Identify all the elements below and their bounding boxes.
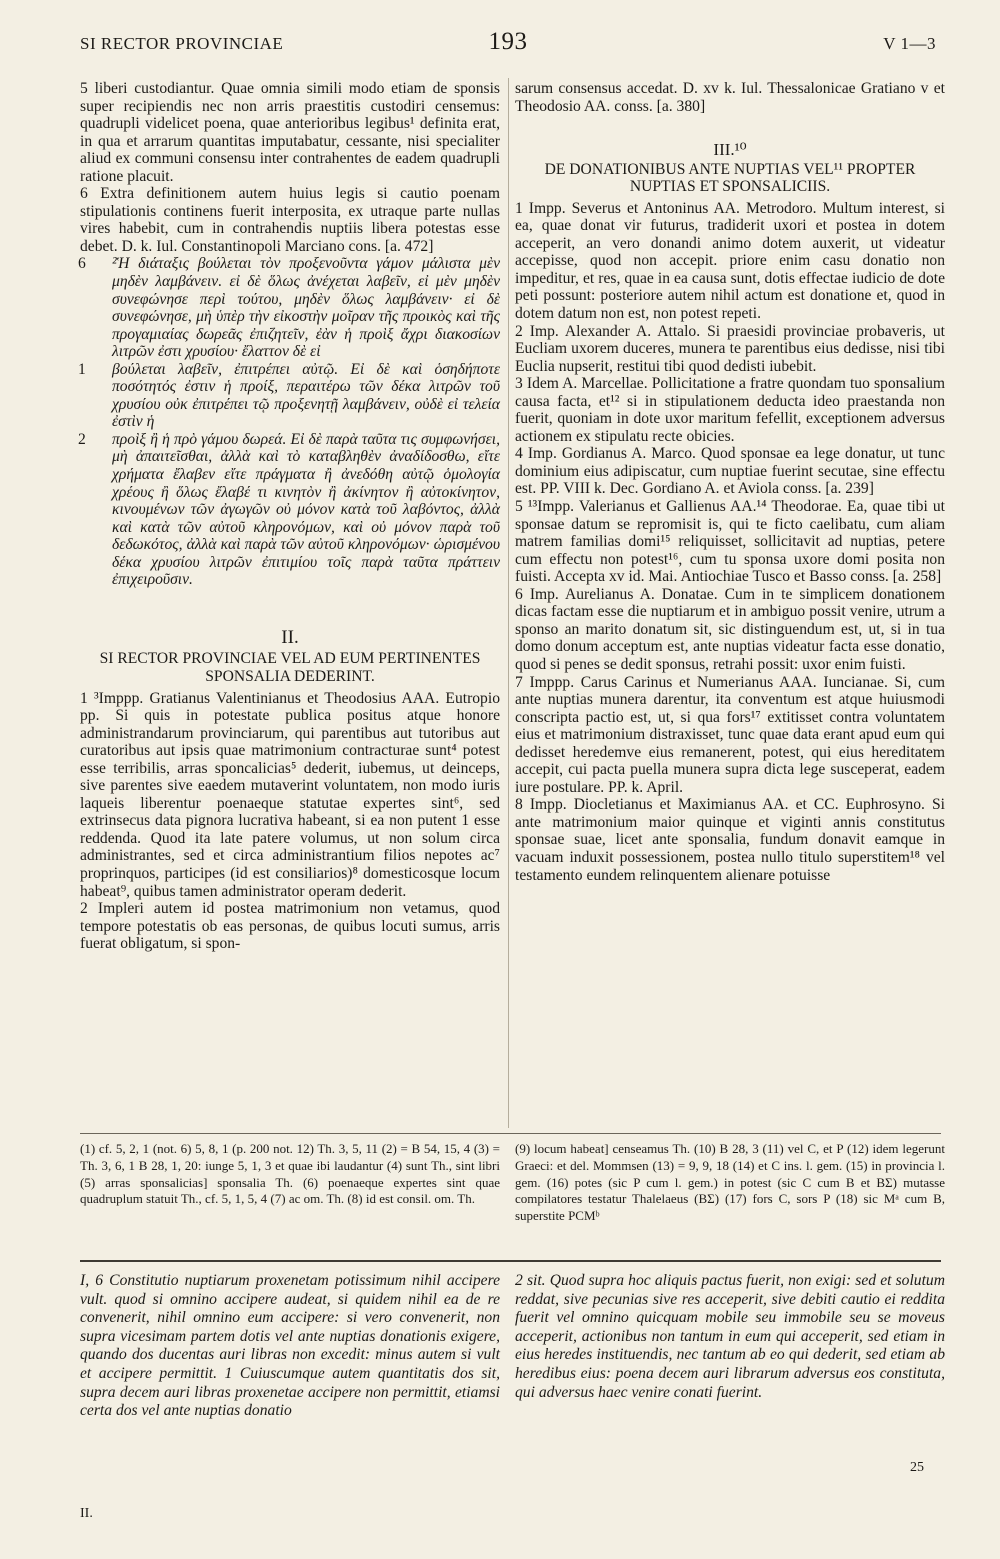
signature-mark: II. bbox=[80, 1506, 93, 1521]
sheet-number: 25 bbox=[910, 1460, 924, 1475]
scholia-separator bbox=[80, 1260, 941, 1262]
footnotes-left: (1) cf. 5, 2, 1 (not. 6) 5, 8, 1 (p. 200 not. 12) Th. 3, 5, 11 (2) = B 54, 15, 4 (3) = Th. 3, 6, 1 B 28, 1, 20: iunge 5, 1, 3 et quae ibi laudantur (4) sunt Th., sint libri (5) arras sponsalicias] sponsalia Th. (6) poenaeque expertes sint quae quadruplum statuit Th., cf. 5, 1, 5, 4 (7) ac om. Th. (8) id est consil. om. Th. bbox=[80, 1141, 500, 1207]
paragraph-5: 5 liberi custodiantur. Quae omnia simili modo etiam de sponsis super recipiendis nec non arris praestitis custodiri censemus: quadrupli videlicet poena, quae anterioribus legibus¹ definita erat, in qua et arrarum quantitas imputabatur, cessante, nisi specialiter aliud ex communi consensu inter contrahentes de eadem quadrupli ratione placuit. bbox=[80, 80, 500, 185]
column-divider bbox=[508, 78, 509, 1128]
law-4: 4 Imp. Gordianus A. Marco. Quod sponsae ea lege donatur, ut tunc dominium eius adipiscatur, cum nuptiae fuerint secutae, sine effectu est. PP. VIII k. Dec. Gordiano A. et Aviola conss. [a. 239] bbox=[515, 445, 945, 498]
section-reference: V 1—3 bbox=[883, 34, 936, 53]
footnotes-right: (9) locum habeat] censeamus Th. (10) B 28, 3 (11) vel C, et P (12) idem legerunt Graeci: et del. Mommsen (13) = 9, 9, 18 (14) et C ins. l. gem. (15) in provincia l. gem. (16) potes (sic P cum l. gem.) in potest (sic C cum B et BΣ) mutasse compilatores testatur Thalelaeus (BΣ) (17) fors C, sors P (18) sic Mᵃ cum B, superstite PCMᵇ bbox=[515, 1141, 945, 1224]
right-column bbox=[515, 80, 945, 884]
greek-summary-text-3: προὶξ ἢ ἡ πρὸ γάμου δωρεά. Εἰ δὲ παρὰ ταῦτα τις συμφωνήσει, μὴ ἀπαιτεῖσθαι, ἀλλὰ καὶ τὸ καταβληθὲν ἀναδίδοσθω, εἴτε χρήματα ἔλαβεν εἴτε πράγματα ἢ ἀνεδόθη αὐτῷ ὁμολογία χρέους ἢ ὅλως ἔλαβέ τι κινητὸν ἢ ἀκίνητον ἢ αὐτοκίνητον, κινουμένων τῶν ἀγωγῶν οὐ μόνον κατὰ τοῦ λαβόντος, ἀλλὰ καὶ κατὰ τῶν αὐτοῦ κληρονόμων, καὶ οὐ μόνον παρὰ τοῦ δεδωκότος, ἀλλὰ καὶ παρὰ τῶν αὐτοῦ κληρονόμων· ὡρισμένου δέκα χρυσίου λιτρῶν ἐπιτιμίου τοῖς παρὰ ταῦτα πράττειν ἐπιχειροῦσιν. bbox=[112, 430, 500, 589]
running-title: SI RECTOR PROVINCIAE bbox=[80, 34, 284, 53]
law-3: 3 Idem A. Marcellae. Pollicitatione a fratre quondam tuo sponsalium causa facta, et¹² si in stipulationem deducta ideo praestanda non fuerit, quoniam in dote uxor maritum fefellit, exceptionem adversus actionem ex stipulatu recte obicies. bbox=[515, 375, 945, 445]
left-column bbox=[80, 80, 500, 953]
law-1-paragraph-2: 2 Impleri autem id postea matrimonium non vetamus, quod tempore potestatis ob eas personas, de quibus locuti sumus, arris fuerat obligatum, si spon- bbox=[80, 900, 500, 953]
section-title: SI RECTOR PROVINCIAE VEL AD EUM PERTINENTES SPONSALIA DEDERINT. bbox=[99, 650, 481, 685]
greek-summary-block-3 bbox=[80, 431, 500, 589]
scholia-left: I, 6 Constitutio nuptiarum proxenetam potissimum nihil accipere vult. quod si omnino accipere audeat, si quidem nihil ea de re convenerit, nihil omnino eum accipere: si vero convenerit, non supra vicesimam partem dotis vel ante nuptias donationis exigere, quando dos ducentas auri libras non excedit: minus autem si vult et accipere permittit. 1 Cuiuscumque autem quantitatis dos sit, supra decem auri libras proxenetae accipere non permittit, etiamsi certa dos vel ante nuptias donatio bbox=[80, 1272, 500, 1420]
law-1-text: 1 ³Imppp. Gratianus Valentinianus et Theodosius AAA. Eutropio pp. Si quis in potestate publica positus atque honore administrandarum provinciarum, qui parentibus aut tutoribus aut curatoribus aut ipsis quae matrimonium contracturae sunt⁴ potest esse terribilis, arras sponcalicias⁵ dederit, iubemus, ut deinceps, sive parentes sive eaedem mutaverint voluntatem, non modo iuris laqueis liberentur poenaeque statutae expertes sint⁶, sed extrinsecus data pignora lucrativa habeant, si ea non putent 1 esse reddenda. Quod ita late patere volumus, ut non solum circa administrantes, sed et circa administrantium filios nepotes ac⁷ proprinquos, participes (id est consiliarios)⁸ domesticosque locum habeat⁹, quibus tamen administrator operam dederit. bbox=[80, 689, 500, 900]
greek-summary-block-2 bbox=[80, 361, 500, 431]
section-number: II. bbox=[281, 626, 299, 648]
paragraph-6: 6 Extra definitionem autem huius legis si cautio poenam stipulationis continens fuerit interposita, ex utraque parte nullas vires habebit, cum in contrahendis nuptiis libera potestas esse debet. D. k. Iul. Constantinopoli Marciano cons. [a. 472] bbox=[80, 185, 500, 255]
greek-summary-text-1: ²Ἡ διάταξις βούλεται τὸν προξενοῦντα γάμον μάλιστα μὲν μηδὲν λαμβάνειν. εἰ δὲ ὅλως ἀνέχεται λαβεῖν, εἰ μὲν μηδὲν συνεφώνησε περὶ τούτου, μηδὲν ὅλως λαμβάνειν· εἰ δὲ συνεφώνησε, μὴ ὑπὲρ τὴν εἰκοστὴν μοῖραν τῆς προικὸς καὶ τῆς προγαμιαίας δωρεᾶς ἐπιζητεῖν, ἐὰν ἡ προὶξ ἄχρι διακοσίων λιτρῶν ἐστι χρυσίου· ἔλαττον δὲ εἰ bbox=[112, 255, 500, 361]
section-number: III.¹⁰ bbox=[713, 140, 747, 160]
law-6: 6 Imp. Aurelianus A. Donatae. Cum in te simplicem donationem dicas factam esse die nuptiarum et in ambiguo possit venire, utrum a sponso an marito donatum sit, sic distinguendum est, ut, si in tua domo donum acceptum est, ante nuptias videatur facta esse donatio, quod si penes se dedit sponsus, retrahi possit: uxor enim fuisti. bbox=[515, 585, 945, 673]
law-7: 7 Imppp. Carus Carinus et Numerianus AAA. Iuncianae. Si, cum ante nuptias munera darentur, ita conventum est atque huiusmodi conscripta pactio est, ut, si qua fors¹⁷ extitisset contra voluntatem eius et matrimonium distraxisset, tunc quae data erant apud eum qui dedisset heredemve eius remanerent, potest, qui eius hereditatem accepit, cui pacta puella munera supra dicta lege susceperat, eadem iure postulare. PP. k. April. bbox=[515, 673, 945, 796]
scholia-right: 2 sit. Quod supra hoc aliquis pactus fuerit, non exigi: sed et solutum reddat, sive pecunias sive res acceperit, sive debiti cautio ei reddita fuerit vel omnino quicquam mobile seu immobile seu se moveus acceperit, actionibus non tantum in eum qui acceperit, sed etiam in eius heredes instituendis, nec tantum ab eo qui dederit, sed etiam ab heredibus eius: poena decem auri librarum adversus eos constituta, qui adversus haec venire conati fuerint. bbox=[515, 1272, 945, 1401]
continuation-text: sarum consensus accedat. D. xv k. Iul. Thessalonicae Gratiano v et Theodosio AA. conss. [a. 380] bbox=[515, 80, 945, 115]
law-2: 2 Imp. Alexander A. Attalo. Si praesidi provinciae probaveris, ut Eucliam uxorem duceres, munera te parentibus eius dedisse, nisi tibi Euclia nupserit, restitui tibi quod dedisti iubebit. bbox=[515, 322, 945, 375]
margin-number: 2 bbox=[78, 430, 86, 448]
page-number: 193 bbox=[488, 28, 528, 55]
footnote-separator bbox=[80, 1133, 941, 1134]
section-title: DE DONATIONIBUS ANTE NUPTIAS VEL¹¹ PROPTER NUPTIAS ET SPONSALICIIS. bbox=[544, 160, 916, 196]
greek-summary-block bbox=[80, 255, 500, 360]
margin-number: 1 bbox=[78, 360, 86, 378]
law-5: 5 ¹³Impp. Valerianus et Gallienus AA.¹⁴ Theodorae. Ea, quae tibi ut sponsae datum se repromisit is, qui te ficto caelibatu, cum aliam matrem familias domi¹⁵ reliquisset, sollicitavit ad nuptias, petere cum effectu non potest¹⁶, cum tu sponsa uxore domi posita non fuisti. Accepta xv id. Mai. Antiochiae Tusco et Basso conss. [a. 258] bbox=[515, 498, 945, 586]
greek-summary-text-2: βούλεται λαβεῖν, ἐπιτρέπει αὐτῷ. Εἰ δὲ καὶ ὁσηδήποτε ποσότητός ἐστιν ἡ προίξ, περαιτέρω τῶν δέκα λιτρῶν τοῦ χρυσίου οὐκ ἐπιτρέπει τῷ προξενητῇ λαμβάνειν, οὐδὲ εἰ τελεία ἐστὶν ἡ bbox=[112, 360, 500, 431]
margin-number: 6 bbox=[78, 255, 86, 273]
running-header bbox=[80, 28, 936, 64]
law-1: 1 Impp. Severus et Antoninus AA. Metrodoro. Multum interest, si ea, quae donat vir futurus, tradiderit uxori et postea in dotem acceperit, an vero donandi animo dotem auxerit, ut videatur accepisse, quod non accepit. priore enim casu donatio non impeditur, et res, quae in ea causa sunt, dotis effectae iudicio de dote peti possunt: posteriore autem nihil actum est donatione et, quod in dotem datum non est, non potest repeti. bbox=[515, 199, 945, 323]
law-8: 8 Impp. Diocletianus et Maximianus AA. et CC. Euphrosyno. Si ante matrimonium maior quinque et viginti annis constitutus sponsae suae, licet ante sponsalia, fundum donavit eamque in vacuam induxit possessionem, postea nullo titulo superstitem¹⁸ vel testamento eundem relinquentem alienare potuisse bbox=[515, 796, 945, 884]
